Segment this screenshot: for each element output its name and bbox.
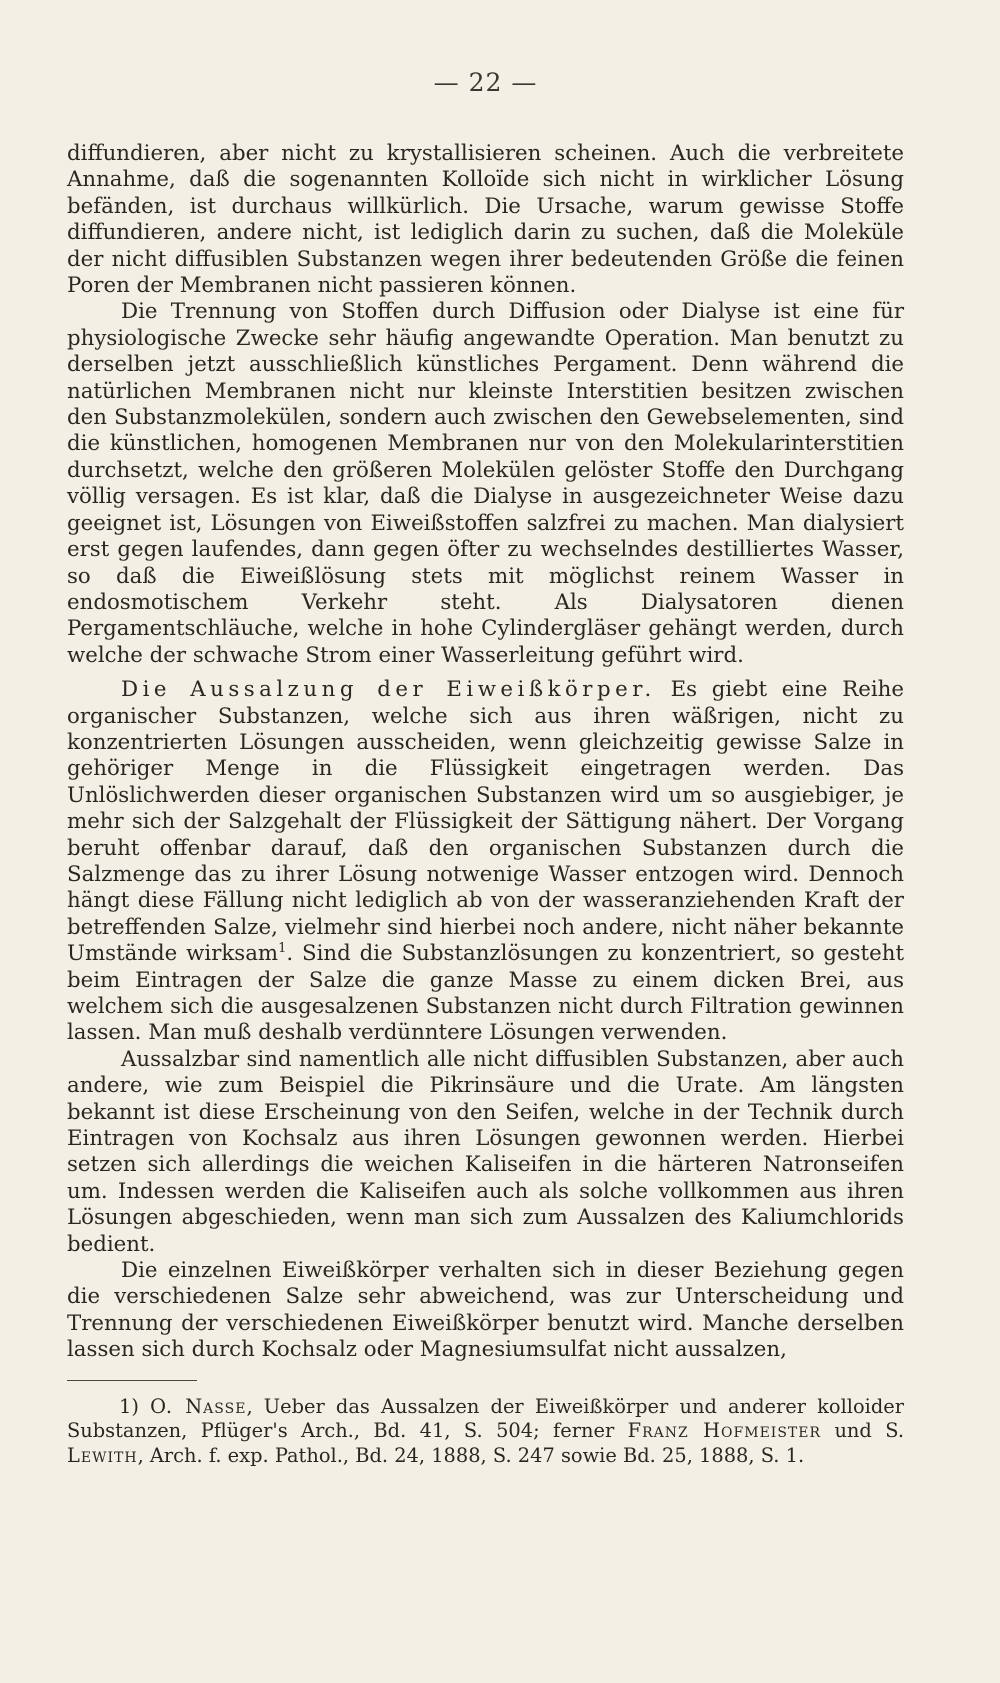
footnote-divider [67, 1380, 197, 1381]
section-text: Es giebt eine Reihe organischer Substanzen, welche sich aus ihren wäßrigen, nicht zu konzentrierten Lösungen ausscheiden, wenn gleichzeitig gewisse Salze in gehöriger Menge in die Flüssigkeit eingetragen werden. Das Unlöslichwerden dieser organischen Substanzen wird um so ausgiebiger, je mehr sich der Salzgehalt der Flüssigkeit der Sättigung nähert. Der Vorgang beruht offenbar darauf, daß den organischen Substanzen durch die Salzmenge das zu ihrer Lösung notwenige Wasser entzogen wird. Dennoch hängt diese Fällung nicht lediglich ab von der wasseranziehenden Kraft der betreffenden Salze, vielmehr sind hierbei noch andere, nicht näher bekannte Umstände wirksam [67, 677, 904, 967]
section-text-after: . Sind die Substanzlösungen zu konzentriert, so gesteht beim Eintragen der Salze die ganze Masse zu einem dicken Brei, aus welchem sich die ausgesalzenen Substanzen nicht durch Filtration gewinnen lassen. Man muß deshalb verdünntere Lösungen verwenden. [67, 941, 904, 1046]
footnote-text-2: und S. [821, 1419, 905, 1443]
paragraph-aussalzbar: Aussalzbar sind namentlich alle nicht diffusiblen Substanzen, aber auch andere, wie zum Beispiel die Pikrinsäure und die Urate. Am längsten bekannt ist diese Erscheinung von den Seifen, welche in der Technik durch Eintragen von Kochsalz aus ihren Lösungen gewonnen werden. Hierbei setzen sich allerdings die weichen Kaliseifen in die härteren Natronseifen um. Indessen werden die Kaliseifen auch als solche vollkommen aus ihren Lösungen abgeschieden, wenn man sich zum Aussalzen des Kaliumchlorids bedient. [67, 1046, 904, 1257]
footnote-author-lewith: Lewith [67, 1443, 138, 1467]
footnote-text-1: , Ueber das Aussalzen der Eiweißkörper und anderer kolloider Substanzen, Pflüger's Arch., Bd. 41, S. 504; ferner [67, 1394, 905, 1443]
page-number: — 22 — [433, 68, 538, 97]
footnote-text [67, 1395, 904, 1469]
footnote-text-3: , Arch. f. exp. Pathol., Bd. 24, 1888, S. 247 sowie Bd. 25, 1888, S. 1. [137, 1443, 805, 1467]
footnote-marker: 1) [119, 1394, 139, 1418]
paragraph-continuation: diffundieren, aber nicht zu krystallisieren scheinen. Auch die verbreitete Annahme, daß die sogenannten Kolloïde sich nicht in wirklicher Lösung befänden, ist durchaus willkürlich. Die Ursache, warum gewisse Stoffe diffundieren, andere nicht, ist lediglich darin zu suchen, daß die Moleküle der nicht diffusiblen Substanzen wegen ihrer bedeutenden Größe die feinen Poren der Membranen nicht passieren können. [67, 141, 904, 299]
footnote [67, 1395, 904, 1469]
footnote-author-nasse: O. Nasse [150, 1394, 247, 1418]
paragraph-dialyse: Die Trennung von Stoffen durch Diffusion oder Dialyse ist eine für physiologische Zwecke sehr häufig angewandte Operation. Man benutzt zu derselben jetzt ausschließlich künstliches Pergament. Denn während die natürlichen Membranen nicht nur kleinste Interstitien besitzen zwischen den Substanzmolekülen, sondern auch zwischen den Gewebselementen, sind die künstlichen, homogenen Membranen nur von den Molekularinterstitien durchsetzt, welche den größeren Molekülen gelöster Stoffe den Durchgang völlig versagen. Es ist klar, daß die Dialyse in ausgezeichneter Weise dazu geeignet ist, Lösungen von Eiweißstoffen salzfrei zu machen. Man dialysiert erst gegen laufendes, dann gegen öfter zu wechselndes destilliertes Wasser, so daß die Eiweißlösung stets mit möglichst reinem Wasser in endosmotischem Verkehr steht. Als Dialysatoren dienen Pergamentschläuche, welche in hohe Cylindergläser gehängt werden, durch welche der schwache Strom einer Wasserleitung geführt wird. [67, 299, 904, 668]
main-text [67, 141, 904, 1364]
paragraph-eiweisskoerper: Die einzelnen Eiweißkörper verhalten sich in dieser Beziehung gegen die verschiedenen Salze sehr abweichend, was zur Unterscheidung und Trennung der verschiedenen Eiweißkörper benutzt wird. Manche derselben lassen sich durch Kochsalz oder Magnesiumsulfat nicht aussalzen, [67, 1258, 904, 1363]
footnote-author-hofmeister: Franz Hofmeister [627, 1419, 822, 1443]
paragraph-aussalzung [67, 677, 904, 1047]
section-heading: Die Aussalzung der Eiweißkörper. [121, 677, 656, 703]
footnote-reference: 1 [278, 941, 287, 957]
